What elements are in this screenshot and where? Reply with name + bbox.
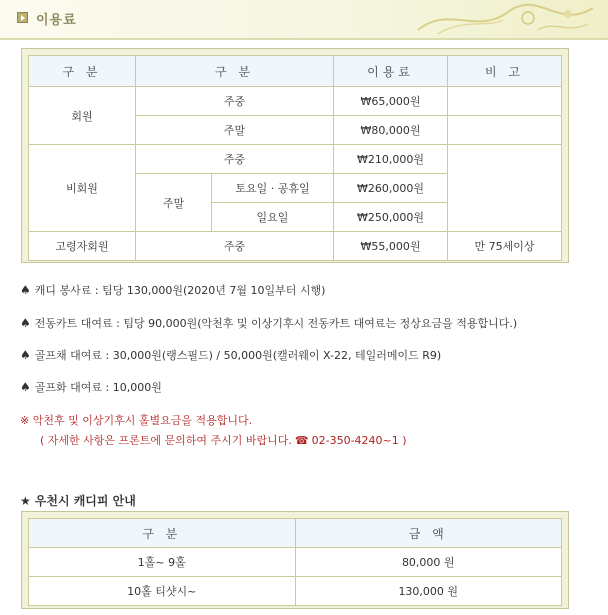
member-weekend: 주말 <box>136 116 334 145</box>
nonmember-holiday: 토요일 · 공휴일 <box>212 174 334 203</box>
table-row <box>29 145 562 174</box>
spade-icon: ♠ <box>20 380 31 394</box>
remark-cell <box>448 116 562 145</box>
nonmember-weekend-label: 주말 <box>136 174 212 232</box>
table-row <box>29 577 562 606</box>
col-header-subcategory: 구 분 <box>136 56 334 87</box>
caddie-section-title <box>20 492 136 509</box>
floral-ornament-icon <box>408 0 598 38</box>
note-text: 골프채 대여료 : 30,000원(랭스필드) / 50,000원(캘러웨이 X-22, 테일러메이드 R9) <box>34 349 442 362</box>
amount-cell: 80,000 원 <box>295 548 562 577</box>
table-row <box>29 232 562 261</box>
range-cell: 1홀~ 9홀 <box>29 548 296 577</box>
nonmember-sunday: 일요일 <box>212 203 334 232</box>
remark-cell <box>448 87 562 116</box>
col-header-remark: 비 고 <box>448 56 562 87</box>
caddie-table-frame <box>21 511 569 609</box>
contact-text: ( 자세한 사항은 프론트에 문의하여 주시기 바랍니다. <box>40 434 292 447</box>
note-text: 전동카트 대여료 : 팀당 90,000원(악천후 및 이상기후시 전동카트 대여료는 정상요금을 적용합니다.) <box>34 317 518 330</box>
page-title: 이용료 <box>36 13 77 28</box>
nonmember-sunday-fee: ₩250,000원 <box>334 203 448 232</box>
member-weekday-fee: ₩65,000원 <box>334 87 448 116</box>
member-label: 회원 <box>29 87 136 145</box>
note-text: 골프화 대여료 : 10,000원 <box>34 381 162 394</box>
amount-cell: 130,000 원 <box>295 577 562 606</box>
star-icon: ★ <box>20 494 31 508</box>
range-cell: 10홀 티샷시~ <box>29 577 296 606</box>
senior-remark: 만 75세이상 <box>448 232 562 261</box>
caddie-section-label: 우천시 캐디피 안내 <box>34 494 136 508</box>
fee-table <box>28 55 562 261</box>
table-row <box>29 87 562 116</box>
fee-table-frame <box>21 48 569 263</box>
contact-notice <box>20 432 407 448</box>
col-header-range: 구 분 <box>29 519 296 548</box>
senior-fee: ₩55,000원 <box>334 232 448 261</box>
nonmember-label: 비회원 <box>29 145 136 232</box>
table-header-row <box>29 56 562 87</box>
caddie-table <box>28 518 562 606</box>
remark-cell <box>448 145 562 232</box>
weather-warning: ※ 악천후 및 이상기후시 홀별요금을 적용합니다. <box>20 414 253 427</box>
phone-icon: ☎ <box>294 434 309 447</box>
nonmember-holiday-fee: ₩260,000원 <box>334 174 448 203</box>
note-cart <box>20 315 517 331</box>
table-row <box>29 548 562 577</box>
spade-icon: ♠ <box>20 316 31 330</box>
nonmember-weekday-fee: ₩210,000원 <box>334 145 448 174</box>
nonmember-weekday: 주중 <box>136 145 334 174</box>
table-header-row <box>29 519 562 548</box>
note-shoes <box>20 379 162 395</box>
member-weekday: 주중 <box>136 87 334 116</box>
spade-icon: ♠ <box>20 283 31 297</box>
col-header-category: 구 분 <box>29 56 136 87</box>
note-clubs <box>20 347 441 363</box>
note-caddie <box>20 282 325 298</box>
member-weekend-fee: ₩80,000원 <box>334 116 448 145</box>
spade-icon: ♠ <box>20 348 31 362</box>
col-header-fee: 이용료 <box>334 56 448 87</box>
senior-weekday: 주중 <box>136 232 334 261</box>
col-header-amount: 금 액 <box>295 519 562 548</box>
note-text: 캐디 봉사료 : 팀당 130,000원(2020년 7월 10일부터 시행) <box>34 284 326 297</box>
senior-label: 고령자회원 <box>29 232 136 261</box>
phone-number: 02-350-4240~1 ) <box>311 434 407 447</box>
play-bullet-icon <box>17 12 28 23</box>
section-header <box>0 0 608 40</box>
